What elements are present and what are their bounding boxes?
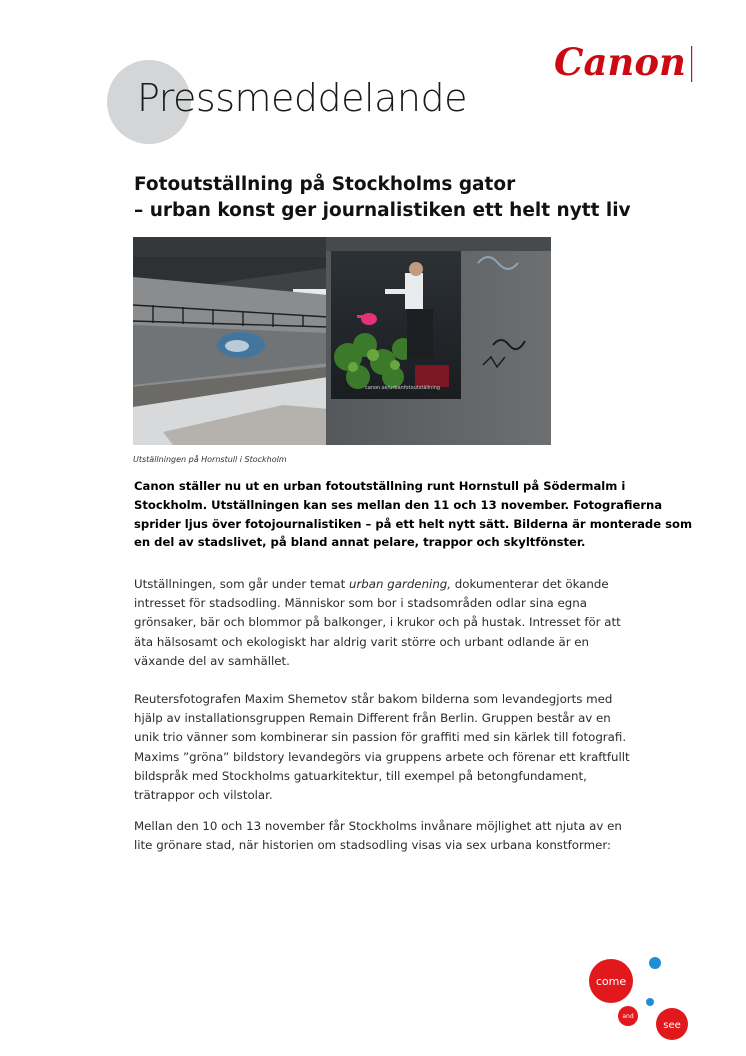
paragraph-line: bildspråk med Stockholms gatuarkitektur, till exempel på betongfundament, [134, 768, 587, 783]
see-text: see [663, 1020, 681, 1031]
lead-line: sprider ljus över fotojournalistiken – på ett helt nytt sätt. Bilderna är monterade som [134, 516, 693, 531]
paragraph-line: växande del av samhället. [134, 653, 290, 668]
page-heading: Pressmeddelande [137, 76, 467, 120]
paragraph-line: intresset för stadsodling. Människor som bor i stadsområden odlar sina egna [134, 596, 587, 611]
body-paragraph-1 [134, 575, 724, 671]
paragraph-line [134, 575, 724, 594]
intro-text: Utställningen, som går under temat [134, 577, 349, 591]
paragraph-line: trätrappor och vilstolar. [134, 788, 273, 803]
lead-line: en del av stadslivet, på bland annat pelare, trappor och skyltfönster. [134, 535, 586, 550]
paragraph-line: Maxims ”gröna” bildstory levandegörs via gruppens arbete och förenar ett kraftfullt [134, 749, 630, 764]
title-line-1: Fotoutställning på Stockholms gator [134, 174, 516, 195]
paragraph-line: grönsaker, bär och blommor på balkonger, i krukor och på hustak. Intresset för att [134, 615, 621, 630]
paragraph-line: lite grönare stad, när historien om stadsodling visas via sex urbana konstformer: [134, 838, 611, 853]
lead-line: Canon ställer nu ut en urban fotoutställning runt Hornstull på Södermalm i [134, 479, 626, 493]
exhibition-photo [133, 237, 551, 445]
canon-logo [554, 38, 694, 86]
lead-line: Stockholm. Utställningen kan ses mellan den 11 och 13 november. Fotografierna [134, 497, 663, 512]
come-and-see-badge [580, 936, 700, 1046]
lead-paragraph [134, 477, 724, 552]
theme-text: urban gardening, [348, 577, 452, 591]
paragraph-line: Reutersfotografen Maxim Shemetov står bakom bilderna som levandegjorts med [134, 692, 613, 706]
paragraph-line: Mellan den 10 och 13 november får Stockholms invånare möjlighet att njuta av en [134, 819, 622, 833]
article-title [134, 172, 714, 224]
blue-dot-large [649, 957, 661, 969]
body-paragraph-2 [134, 690, 724, 805]
blue-dot-small [646, 998, 654, 1006]
paragraph-line: unik trio vänner som kombinerar sin passion för graffiti med sin kärlek till fotografi. [134, 730, 627, 745]
come-text: come [595, 975, 627, 988]
poster-url-text: canon.se/urbanfotoutställning [365, 385, 441, 391]
title-line-2: – urban konst ger journalistiken ett helt nytt liv [134, 200, 631, 221]
paragraph-line: äta hälsosamt och ekologiskt har aldrig varit större och urbant odlande är en [134, 634, 590, 649]
body-paragraph-3 [134, 817, 724, 855]
intro-rest-text: dokumenterar det ökande [451, 577, 609, 591]
and-text: and [622, 1013, 634, 1020]
paragraph-line: hjälp av installationsgruppen Remain Different från Berlin. Gruppen består av en [134, 711, 611, 726]
photo-caption: Utställningen på Hornstull i Stockholm [133, 455, 287, 464]
canon-logo-text: Canon [554, 40, 686, 84]
